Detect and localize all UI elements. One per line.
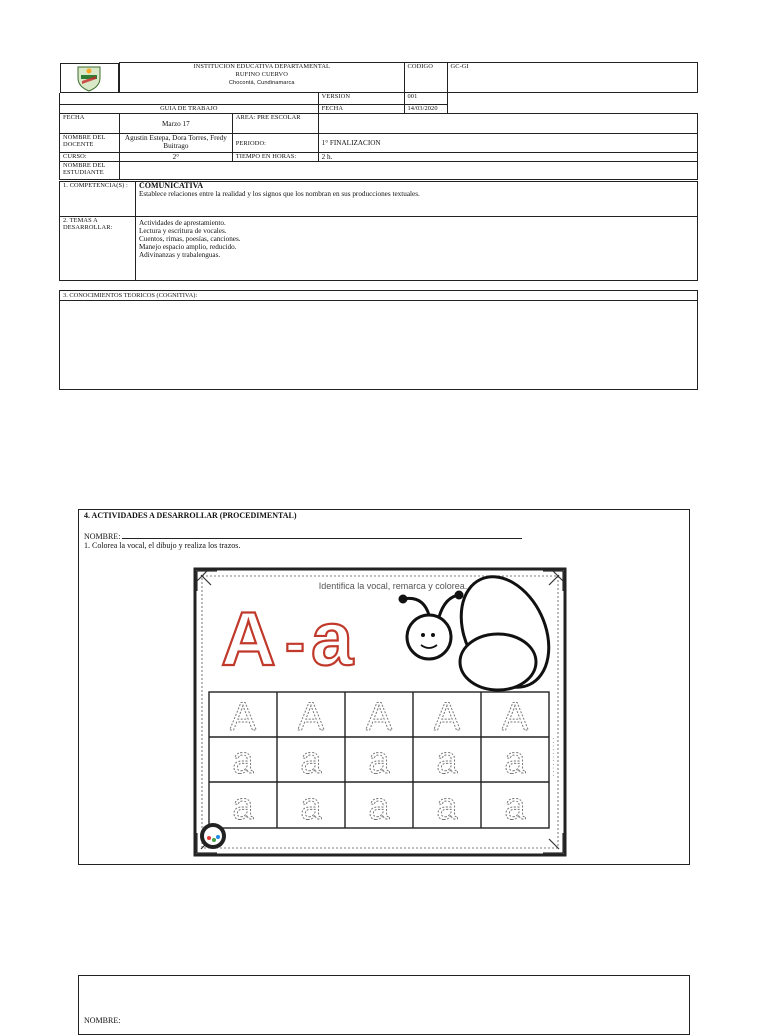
competencia-text: Establece relaciones entre la realidad y los signos que los nombran en sus producciones textuales. <box>138 190 420 198</box>
actividades-title: 4. ACTIVIDADES A DESARROLLAR (PROCEDIMENTAL) <box>84 511 297 520</box>
shield-icon <box>74 64 104 92</box>
trace-lower: a <box>436 740 458 782</box>
fecha-label: FECHA <box>318 105 404 114</box>
list-item: Adivinanzas y trabalenguas. <box>138 251 221 259</box>
big-dash: - <box>285 609 305 676</box>
trace-lower: a <box>300 740 322 782</box>
big-upper-letter: A <box>221 597 276 682</box>
vowel-worksheet <box>193 567 567 857</box>
list-item: Manejo espacio amplio, reducido. <box>138 243 237 251</box>
school-location: Chocontá, Cundinamarca <box>228 80 295 86</box>
institution-name: INSTITUCION EDUCATIVA DEPARTAMENTAL <box>193 63 331 70</box>
fecha-value: 14/03/2020 <box>404 105 447 114</box>
big-lower-letter: a <box>311 597 354 682</box>
credit-text: · · · · · · · · · · · <box>551 737 557 777</box>
trace-lower: a <box>300 786 322 828</box>
trace-lower: a <box>232 740 254 782</box>
second-nombre-label[interactable]: NOMBRE: <box>84 1016 121 1025</box>
curso-value: 2° <box>119 153 232 162</box>
temas-list <box>135 217 697 281</box>
trace-upper: A <box>433 695 461 739</box>
docente-value: Agustin Estepa, Dora Torres, Fredy Buitrago <box>119 134 232 153</box>
list-item: Cuentos, rimas, poesías, canciones. <box>138 235 241 243</box>
area-label: AREA: PRE ESCOLAR <box>232 114 318 134</box>
periodo-value: 1° FINALIZACION <box>318 134 697 153</box>
curso-label: CURSO: <box>60 153 120 162</box>
competencia-label: 1. COMPETENCIA(S) : <box>60 182 136 217</box>
fecha2-label: FECHA <box>60 114 120 134</box>
nombre-line[interactable] <box>84 532 684 541</box>
trace-lower: a <box>504 740 526 782</box>
badge-icon <box>200 823 226 849</box>
docente-label: NOMBRE DEL DOCENTE <box>60 134 120 153</box>
trace-upper: A <box>297 695 325 739</box>
codigo-label: CODIGO <box>404 63 447 93</box>
trace-lower: a <box>504 786 526 828</box>
trace-lower: a <box>368 786 390 828</box>
second-activity-box <box>78 975 690 1035</box>
codigo-value: GC-GI <box>447 63 698 93</box>
header-table <box>59 62 698 180</box>
guide-title: GUIA DE TRABAJO <box>60 105 319 114</box>
trace-upper: A <box>501 695 529 739</box>
trace-upper: A <box>365 695 393 739</box>
periodo-label: PERIODO: <box>232 134 318 153</box>
trace-lower: a <box>232 786 254 828</box>
tiempo-label: TIEMPO EN HORAS: <box>232 153 318 162</box>
version-value: 001 <box>404 93 447 105</box>
temas-label: 2. TEMAS A DESARROLLAR: <box>60 217 136 281</box>
trace-lower: a <box>436 786 458 828</box>
list-item: Lectura y escritura de vocales. <box>138 227 227 235</box>
version-label: VERSION <box>318 93 404 105</box>
competencia-title: COMUNICATIVA <box>138 181 204 190</box>
school-name: RUFINO CUERVO <box>235 71 288 78</box>
trace-upper: A <box>229 695 257 739</box>
estudiante-field[interactable] <box>119 162 697 180</box>
worksheet-caption: Identifica la vocal, remarca y colorea. <box>318 581 468 591</box>
trace-lower: a <box>368 740 390 782</box>
list-item: Actividades de aprestamiento. <box>138 219 226 227</box>
instruction-text: 1. Colorea la vocal, el dibujo y realiza los trazos. <box>84 541 241 550</box>
school-logo <box>60 63 119 93</box>
tiempo-value: 2 h. <box>318 153 697 162</box>
estudiante-label: NOMBRE DEL ESTUDIANTE <box>60 162 120 180</box>
fecha2-value: Marzo 17 <box>119 114 232 134</box>
competencia-table <box>59 181 698 281</box>
conocimientos-title: 3. CONOCIMIENTOS TEORICOS (COGNITIVA): <box>60 291 697 301</box>
nombre-label: NOMBRE: <box>84 532 121 541</box>
conocimientos-box <box>59 290 698 390</box>
